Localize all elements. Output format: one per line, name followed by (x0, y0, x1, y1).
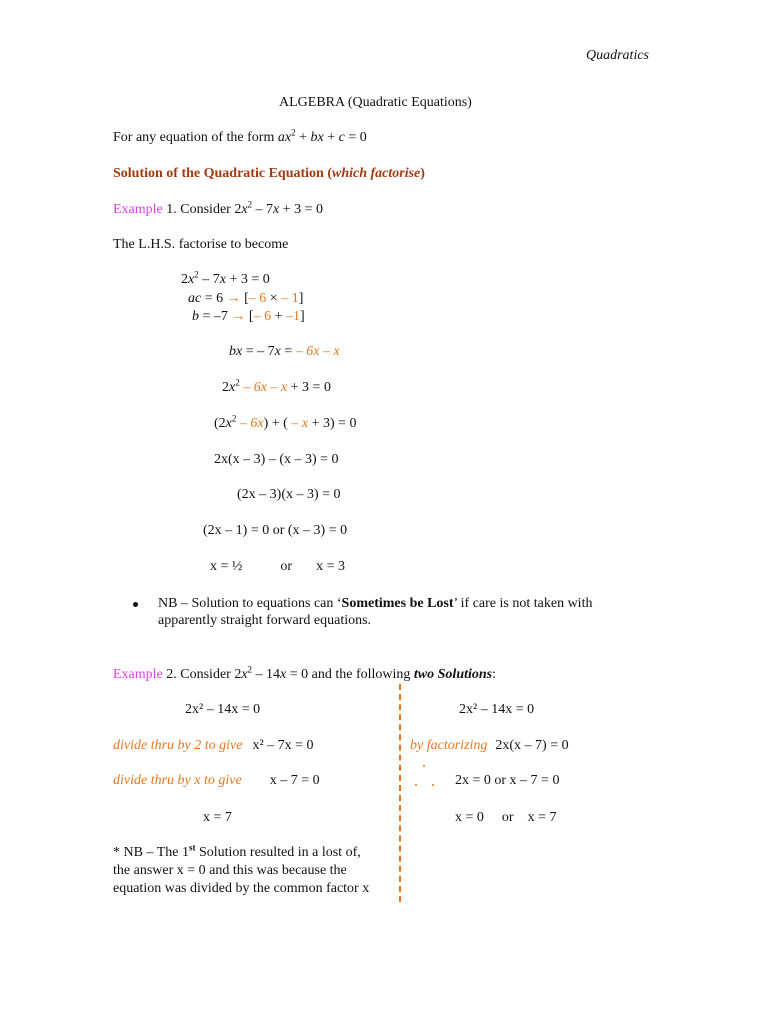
nb1-line2: apparently straight forward equations. (158, 613, 372, 628)
section-heading: Solution of the Quadratic Equation (which factorise) (113, 166, 425, 181)
nb1-line1: NB – Solution to equations can ‘Sometimes be Lost’ if care is not taken with (158, 596, 593, 611)
ex1-step1: $2x^2 - 7x + 3 = 0$ (181, 269, 270, 287)
therefore-dot (432, 784, 434, 786)
ex1-step9: (2x – 1) = 0 or (x – 3) = 0 (203, 523, 348, 538)
ex2-left-l3: divide thru by x to give x – 7 = 0 (113, 773, 320, 788)
lhs-text: The L.H.S. factorise to become (113, 237, 289, 252)
bullet-icon (133, 602, 138, 607)
ex2-right-r3: 2x = 0 or x – 7 = 0 (455, 773, 560, 788)
example2-statement: Example 2. Consider $2x^2 - 14x = 0$ and the following two Solutions: (113, 664, 497, 682)
solution-divider (399, 684, 401, 902)
example1-statement: Example 1. Consider $2x^2 - 7x + 3 = 0$ (113, 199, 324, 217)
ex2-left-l1: 2x² – 14x = 0 (185, 702, 261, 717)
ex2-left-l4: x = 7 (203, 810, 232, 825)
nb2-line2: the answer x = 0 and this was because the (113, 863, 347, 878)
ex1-step10: x = ½ or x = 3 (210, 559, 345, 574)
ex1-step4: bx = – 7x = – 6x – x (229, 344, 340, 359)
ex1-step6: $(2x^2 - 6x)$ + ( – x + 3) = 0 (214, 413, 357, 431)
ex2-left-l2: divide thru by 2 to give x² – 7x = 0 (113, 738, 314, 753)
ex2-right-r1: 2x² – 14x = 0 (459, 702, 535, 717)
ex1-step8: (2x – 3)(x – 3) = 0 (237, 487, 341, 502)
ex1-step2: ac = 6 → [– 6 × – 1] (188, 291, 304, 306)
document-title: ALGEBRA (Quadratic Equations) (279, 95, 472, 110)
ex2-right-r2: by factorizing 2x(x – 7) = 0 (410, 738, 569, 753)
ex1-step3: b = –7 → [– 6 + –1] (192, 309, 305, 324)
header-title: Quadratics (586, 48, 649, 63)
therefore-icon (423, 765, 425, 767)
ex1-step5: $2x^2 - 6x - x + 3 = 0$ (222, 377, 331, 395)
nb2-line3: equation was divided by the common factor x (113, 881, 370, 896)
ex1-step7: 2x(x – 3) – (x – 3) = 0 (214, 452, 339, 467)
intro-line: For any equation of the form $ax^2$ + bx + c = 0 (113, 127, 367, 145)
therefore-dot (415, 784, 417, 786)
ex2-right-r4: x = 0 or x = 7 (455, 810, 557, 825)
nb2-line1: * NB – The 1st Solution resulted in a lost of, (113, 842, 361, 860)
